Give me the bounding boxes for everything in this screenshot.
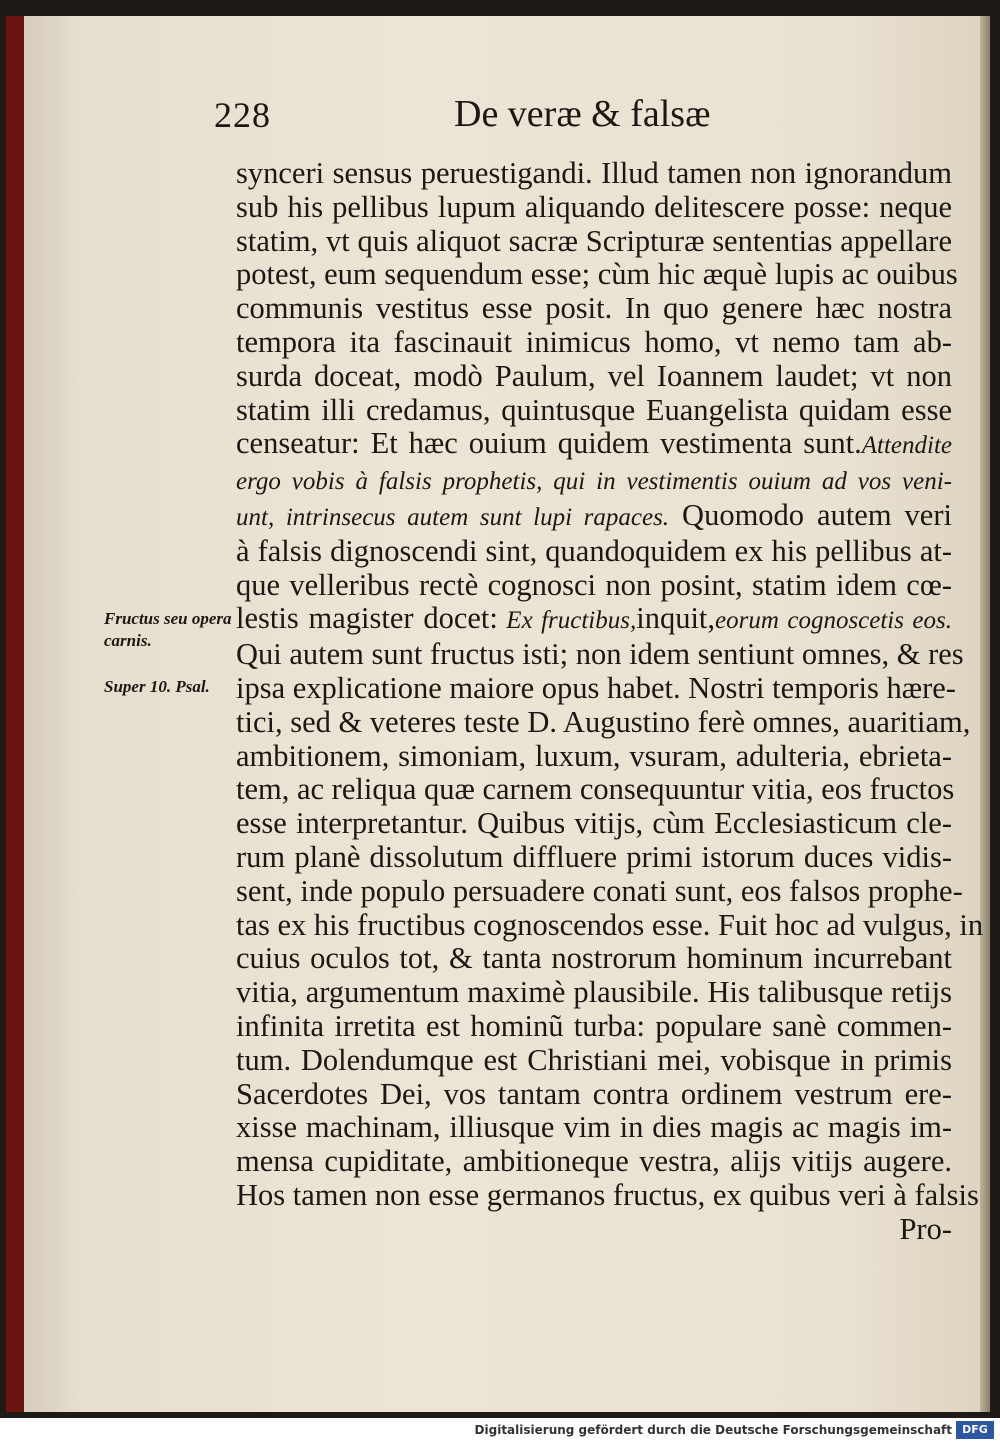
text-line: unt, intrinsecus autem sunt lupi rapaces. Quomodo autem veri [236,497,952,532]
page-header [214,92,954,148]
page-edge [980,16,990,1412]
text-line: synceri sensus peruestigandi. Illud tamen non ignorandum [236,156,952,190]
text-line: vitia, argumentum maximè plausibile. His talibusque retijs [236,975,952,1010]
text-line: censeatur: Et hæc ouium quidem vestimenta sunt.Attendite [236,426,952,461]
text-line: à falsis dignoscendi sint, quandoquidem ex his pellibus at- [236,533,952,568]
text-line: ergo vobis à falsis prophetis, qui in vestimentis ouium ad vos veni- [236,468,952,496]
body-text [236,156,984,1247]
text-line: communis vestitus esse posit. In quo genere hæc nostra [236,291,952,326]
marginal-note-text: Fructus seu opera carnis. [104,609,232,650]
text-line: Sacerdotes Dei, vos tantam contra ordinem vestrum ere- [236,1076,952,1111]
text-line: Hos tamen non esse germanos fructus, ex quibus veri à falsis [236,1177,979,1212]
marginal-note [104,608,232,652]
footer-bar [0,1418,1000,1443]
running-title: De veræ & falsæ [454,93,711,135]
catchword: Pro- [899,1211,952,1246]
text-line: Qui autem sunt fructus isti; non idem sentiunt omnes, & res [236,637,964,672]
page-number: 228 [214,95,271,135]
text-line: cuius oculos tot, & tanta nostrorum hominum incurrebant [236,941,952,976]
text-line: esse interpretantur. Quibus vitijs, cùm Ecclesiasticum cle- [236,806,952,841]
text-line: lestis magister docet: Ex fructibus,inquit,eorum cognoscetis eos. [236,601,952,636]
text-line: rum planè dissolutum diffluere primi istorum duces vidis- [236,839,952,874]
text-line: tas ex his fructibus cognoscendos esse. Fuit hoc ad vulgus, in [236,907,984,942]
text-line: potest, eum sequendum esse; cùm hic æquè lupis ac ouibus [236,257,958,292]
text-line: sent, inde populo persuadere conati sunt, eos falsos prophe- [236,873,963,908]
text-line: surda doceat, modò Paulum, vel Ioannem laudet; vt non [236,358,952,393]
text-line: xisse machinam, illiusque vim in dies magis ac magis im- [236,1110,952,1145]
text-line: mensa cupiditate, ambitioneque vestra, alijs vitijs augere. [236,1144,952,1179]
text-line: que velleribus rectè cognosci non posint, statim idem cœ- [236,567,952,602]
text-line: statim, vt quis aliquot sacræ Scripturæ sententias appellare [236,223,952,258]
marginal-note-text: Super 10. Psal. [104,677,210,696]
text-line: sub his pellibus lupum aliquando delitescere posse: neque [236,189,952,224]
text-line: ambitionem, simoniam, luxum, vsuram, adulteria, ebrieta- [236,738,952,773]
text-line: infinita irretita est hominũ turba: populare sanè commen- [236,1008,952,1043]
text-line: tempora ita fascinauit inimicus homo, vt nemo tam ab- [236,324,952,359]
marginal-note [104,676,232,698]
text-line: tum. Dolendumque est Christiani mei, vobisque in primis [236,1042,952,1077]
text-line: ipsa explicatione maiore opus habet. Nostri temporis hære- [236,670,956,705]
text-line: tem, ac reliqua quæ carnem consequuntur vitia, eos fructos [236,772,955,807]
text-line: tici, sed & veteres teste D. Augustino ferè omnes, auaritiam, [236,704,971,739]
dfg-logo[interactable]: DFG [956,1421,994,1439]
funding-credit: Digitalisierung gefördert durch die Deutsche Forschungsgemeinschaft [474,1423,952,1437]
text-line: statim illi credamus, quintusque Euangelista quidam esse [236,392,952,427]
